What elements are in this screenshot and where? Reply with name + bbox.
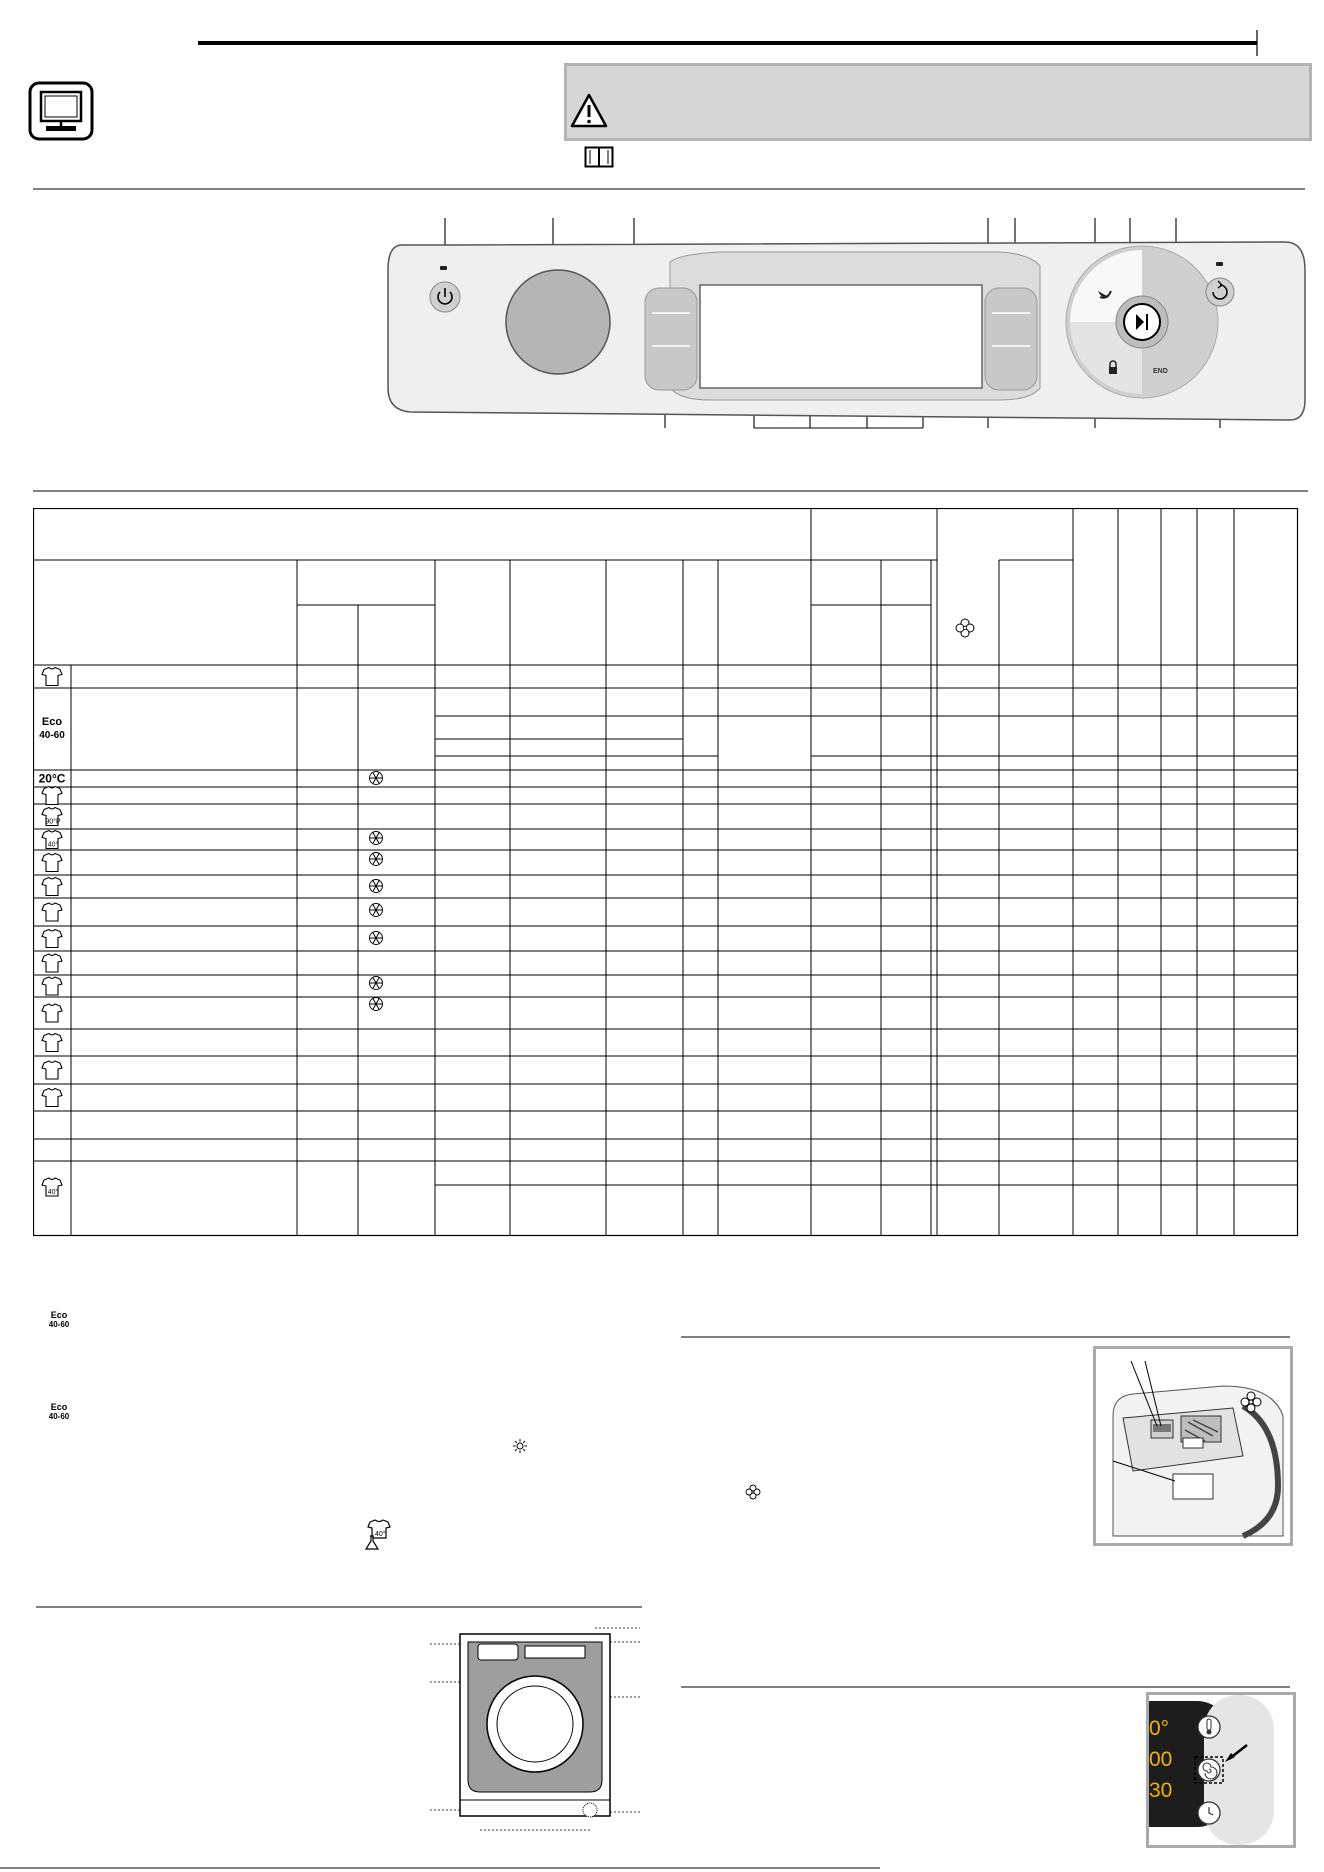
section-rule	[33, 490, 1308, 493]
cold-wash-snowflake-icon	[370, 853, 383, 866]
computer-monitor-icon	[28, 81, 96, 143]
delay-timer-icon	[1198, 1802, 1220, 1824]
svg-text:Eco: Eco	[41, 716, 63, 728]
svg-text:40-60: 40-60	[39, 730, 65, 741]
eco-value-text: 40-60	[48, 1412, 70, 1421]
cold-wash-snowflake-icon	[370, 832, 383, 845]
detergent-drawer-illustration	[1093, 1346, 1293, 1546]
power-led	[440, 266, 447, 270]
programs-table	[33, 508, 1303, 1238]
right-button-column	[985, 288, 1037, 390]
eco-value-text: 40-60	[48, 1320, 70, 1329]
warning-triangle-icon	[569, 92, 609, 130]
display-inset-illustration	[1146, 1692, 1296, 1848]
digit-line-1: 0°	[1149, 1717, 1170, 1740]
lcd-display	[700, 285, 982, 388]
cold-wash-snowflake-icon	[370, 772, 383, 785]
spin-icon	[1198, 1759, 1220, 1781]
svg-text:90°P: 90°P	[45, 818, 61, 826]
steam-led	[1216, 262, 1223, 266]
20c-icon	[39, 772, 66, 786]
cold-wash-snowflake-icon	[370, 904, 383, 917]
left-button-column	[645, 288, 697, 390]
program-selector-knob[interactable]	[506, 270, 610, 374]
washing-machine-illustration	[430, 1620, 640, 1840]
start-pause-cluster	[1066, 246, 1218, 398]
table-frame	[34, 509, 1298, 1236]
steam-refresh-button[interactable]	[1206, 278, 1234, 306]
fabric-softener-flower-icon	[745, 1484, 761, 1500]
digit-line-3: 30	[1149, 1779, 1173, 1802]
svg-text:40°: 40°	[47, 1189, 59, 1196]
cold-wash-snowflake-icon	[370, 880, 383, 893]
cold-wash-snowflake-icon	[370, 977, 383, 990]
svg-text:40°: 40°	[47, 841, 59, 849]
end-label: END	[1153, 368, 1168, 375]
cold-wash-snowflake-icon	[370, 998, 383, 1011]
thermometer-icon	[1198, 1716, 1220, 1738]
control-panel	[380, 210, 1310, 450]
open-book-icon	[584, 146, 614, 168]
warning-banner	[564, 63, 1312, 141]
eco-label-text: Eco	[50, 1310, 68, 1320]
digit-line-2: 00	[1149, 1748, 1173, 1771]
power-button[interactable]	[430, 282, 460, 312]
eco-label-text: Eco	[50, 1402, 68, 1412]
svg-text:20°C: 20°C	[38, 771, 66, 786]
shirt-temp-text: 40°	[375, 1531, 386, 1538]
eco-note-1	[44, 1310, 74, 1329]
cold-wash-snowflake-icon	[370, 932, 383, 945]
